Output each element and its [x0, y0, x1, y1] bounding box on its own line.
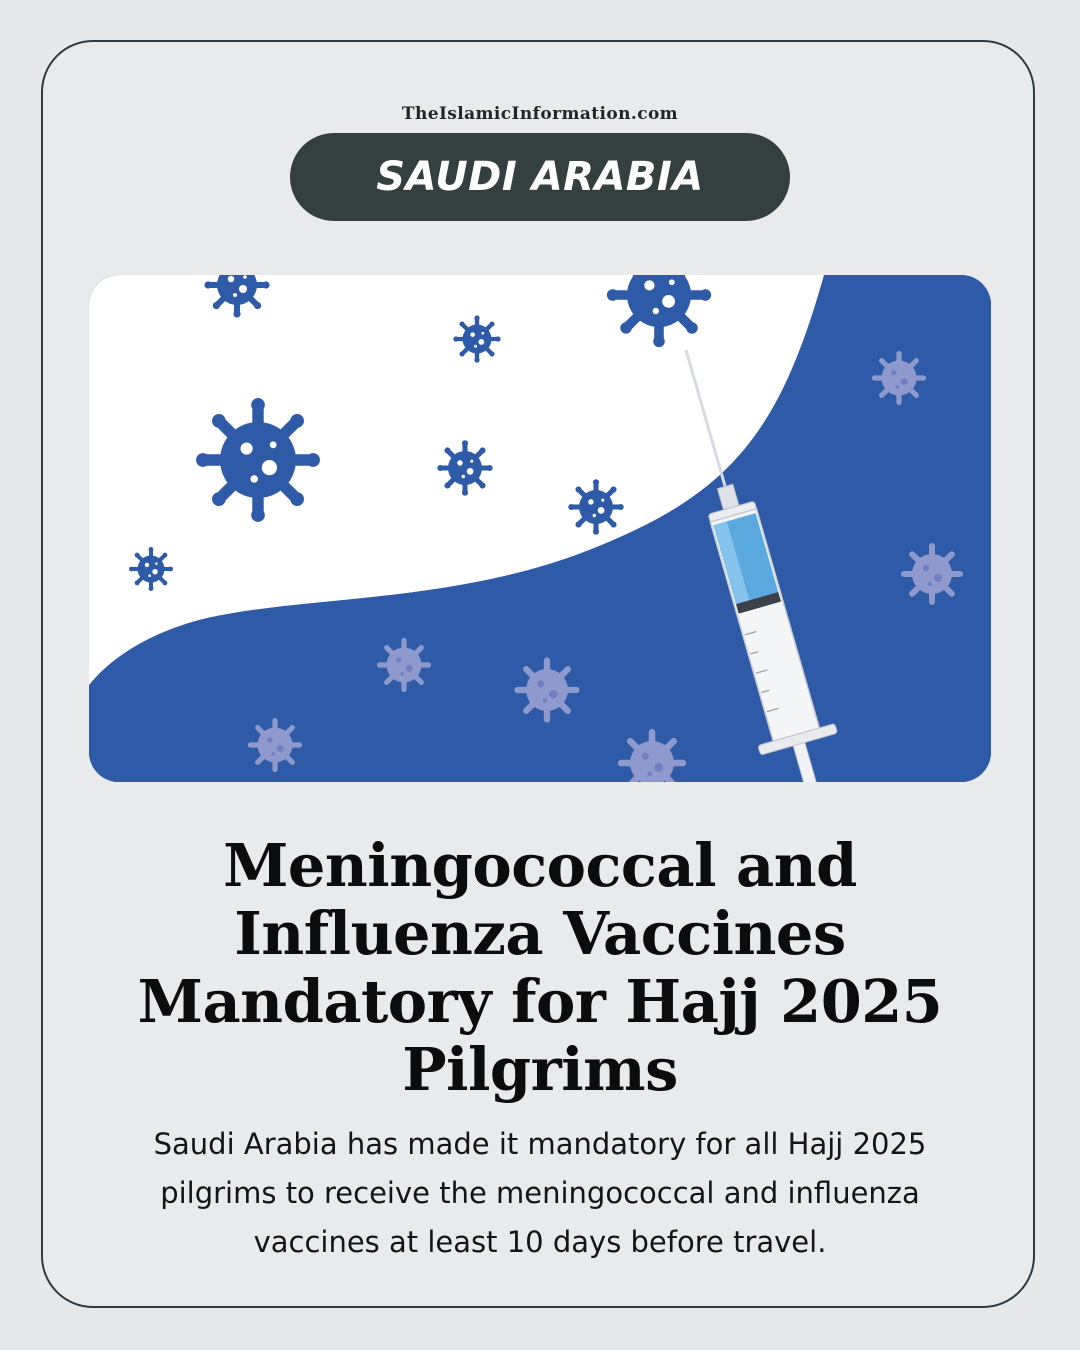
- article-headline: Meningococcal and Influenza Vaccines Mandatory for Hajj 2025 Pilgrims: [137, 831, 943, 1104]
- virus-icon: [904, 546, 960, 602]
- virus-icon: [251, 721, 300, 770]
- virus-icon: [453, 315, 500, 362]
- site-name: TheIslamicInformation.com: [401, 104, 679, 124]
- article-summary: Saudi Arabia has made it mandatory for all Hajj 2025 pilgrims to receive the meningococcal and influenza vaccines at least 10 days before travel.: [153, 1127, 927, 1259]
- virus-icon: [437, 440, 492, 495]
- virus-icon: [875, 354, 924, 403]
- category-badge: [290, 133, 790, 221]
- category-label: SAUDI ARABIA: [376, 154, 704, 200]
- virus-icon: [129, 547, 173, 591]
- virus-icon: [518, 661, 577, 720]
- hero-illustration: [89, 275, 991, 782]
- virus-icon: [380, 641, 429, 690]
- virus-icon: [196, 398, 320, 522]
- vaccine-illustration: [89, 275, 991, 782]
- virus-icon: [568, 479, 623, 534]
